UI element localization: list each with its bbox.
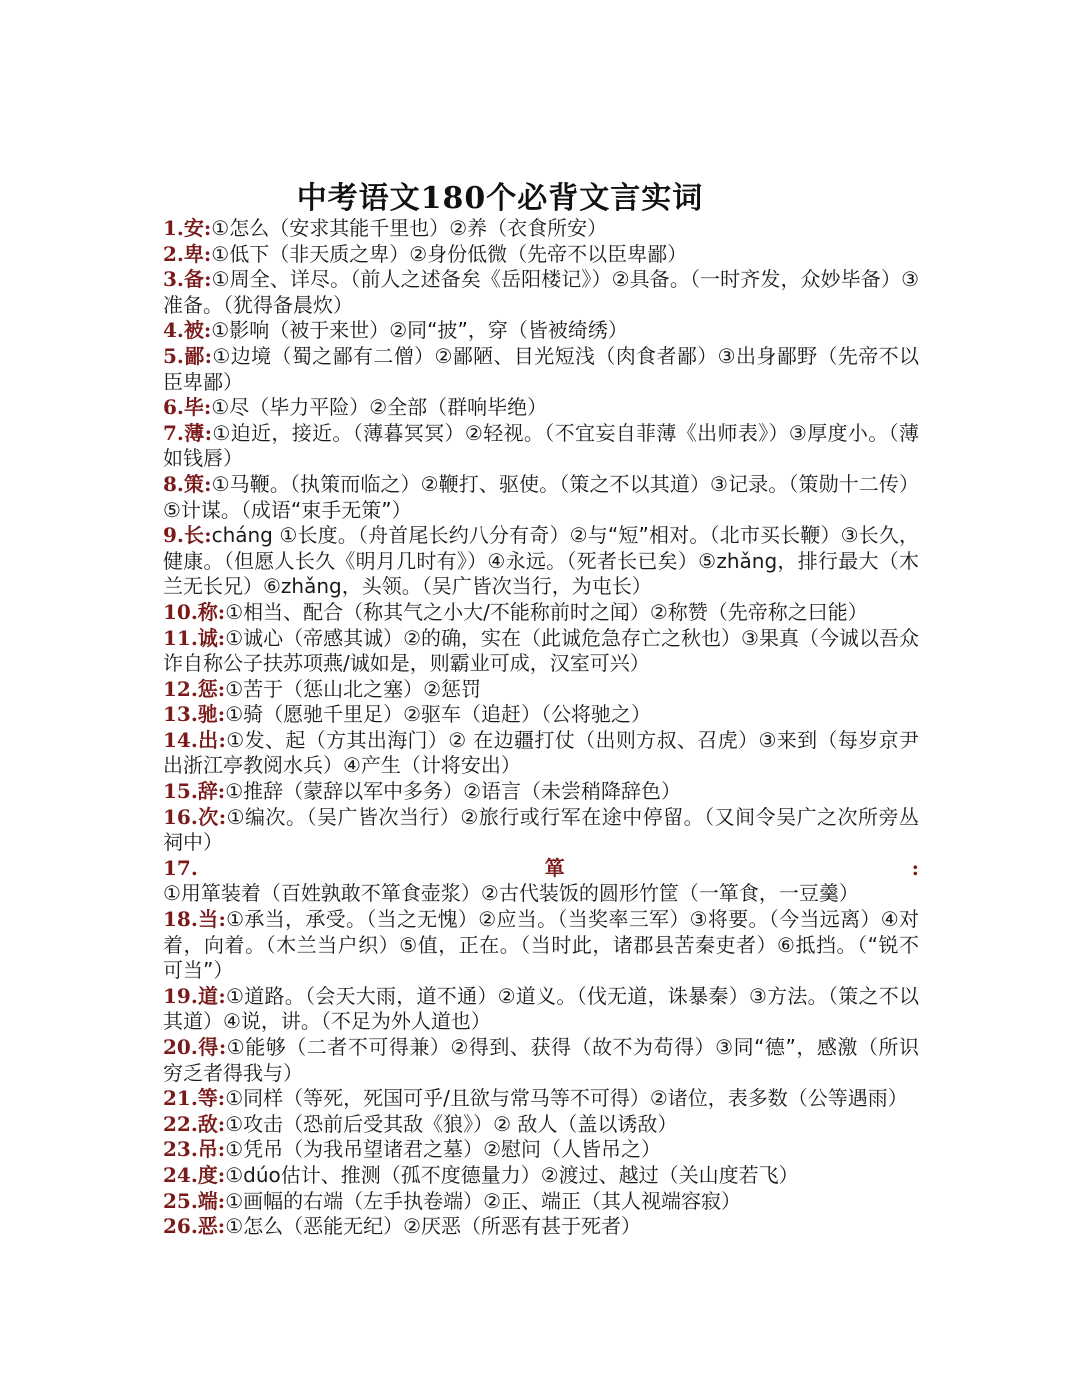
- list-item: [163, 267, 919, 318]
- entry-definition: ①能够（二者不可得兼）②得到、获得（故不为苟得）③同“德”，感激（所识穷乏者得我与）: [163, 1035, 919, 1085]
- list-item: [163, 344, 919, 395]
- entry-separator: :: [203, 318, 212, 343]
- entry-headword: 20.得: [163, 1035, 219, 1059]
- list-item: [163, 523, 919, 600]
- list-item: [163, 1035, 919, 1086]
- entry-separator: :: [218, 907, 226, 932]
- entry-separator: :: [217, 1137, 226, 1162]
- entry-definition: ①用箪装着（百姓孰敢不箪食壶浆）②古代装饭的圆形竹筐（一箪食，一豆羹）: [163, 881, 859, 906]
- entry-separator: :: [217, 1162, 226, 1187]
- entry-definition: ①dúo估计、推测（孤不度德量力）②渡过、越过（关山度若飞）: [225, 1162, 799, 1187]
- entry-headword: 12.惩: [163, 676, 218, 701]
- page-title: 中考语文180个必背文言实词: [296, 181, 704, 216]
- entry-definition: ①同样（等死，死国可乎/且欲与常马等不可得）②诸位，表多数（公等遇雨）: [225, 1086, 908, 1111]
- entry-headword: 2.卑: [163, 241, 204, 266]
- list-item: [163, 984, 919, 1035]
- entry-definition: ①画幅的右端（左手执卷端）②正、端正（其人视端容寂）: [225, 1188, 742, 1213]
- entry-definition: ①道路。（会天大雨，道不通）②道义。（伐无道，诛暴秦）③方法。（策之不以其道）④说，讲。（不足为外人道也）: [163, 983, 919, 1034]
- entry-headword: 13.驰: [163, 702, 218, 727]
- entry-definition: ①边境（蜀之鄙有二僧）②鄙陋、目光短浅（肉食者鄙）③出身鄙野（先帝不以臣卑鄙）: [163, 343, 919, 394]
- entry-definition: ①诚心（帝感其诚）②的确，实在（此诚危急存亡之秋也）③果真（今诚以吾众诈自称公子扶苏项燕/诚如是，则霸业可成，汉室可兴）: [163, 625, 919, 676]
- entry-headword: 19.道: [163, 983, 219, 1008]
- entry-headword: 9.长: [163, 523, 205, 548]
- entry-separator: :: [218, 727, 226, 752]
- entry-list: [163, 216, 919, 1240]
- entry-definition: ①编次。（吴广皆次当行）②旅行或行军在途中停留。（又间令吴广之次所旁丛祠中）: [163, 804, 919, 855]
- entry-headword: 8.策: [163, 471, 205, 496]
- entry-definition: ①影响（被于来世）②同“披”，穿（皆被绮绣）: [211, 318, 628, 343]
- entry-separator: :: [203, 395, 212, 420]
- entry-headword: 3.备: [163, 267, 205, 292]
- entry-definition: ①马鞭。（执策而临之）②鞭打、驱使。（策之不以其道）③记录。（策勋十二传）⑤计谋。（成语“束手无策”）: [163, 471, 919, 522]
- list-item: [163, 318, 919, 344]
- entry-headword: 7.薄: [163, 420, 205, 445]
- entry-headword: 15.辞: [163, 779, 218, 804]
- list-item: [163, 216, 919, 242]
- list-item: [163, 1137, 919, 1163]
- list-item: [163, 395, 919, 421]
- entry-headword: 11.诚: [163, 625, 218, 650]
- entry-definition: ①怎么（安求其能千里也）②养（衣食所安）: [211, 216, 608, 240]
- entry-separator: :: [203, 216, 212, 240]
- entry-headword: 18.当: [163, 907, 219, 932]
- entry-separator: :: [217, 599, 226, 624]
- entry-headword: 25.端: [163, 1188, 218, 1213]
- list-item: [163, 1189, 919, 1215]
- entry-separator: :: [204, 523, 212, 548]
- entry-definition: ①怎么（恶能无纪）②厌恶（所恶有甚于死者）: [225, 1214, 642, 1239]
- entry-headword: 1.安: [163, 216, 204, 240]
- entry-separator: :: [204, 267, 212, 292]
- entry-headword: 4.被: [163, 318, 204, 343]
- entry-separator: :: [217, 779, 226, 804]
- entry-headword: 23.吊: [163, 1137, 218, 1162]
- entry-definition: ①骑（愿驰千里足）②驱车（追赶）（公将驰之）: [225, 702, 652, 727]
- entry-definition: cháng ①长度。（舟首尾长约八分有奇）②与“短”相对。（北市买长鞭）③长久，健康。（但愿人长久《明月几时有》）④永远。（死者长已矣）⑤zhǎng，排行最大（木兰无长兄）⑥zhǎng，头领。（吴广皆次当行，为屯长）: [163, 523, 919, 599]
- list-item: [163, 677, 919, 703]
- entry-separator: :: [203, 241, 212, 266]
- entry-definition: ①发、起（方其出海门）② 在边疆打仗（出则方叔、召虎）③来到（每岁京尹出浙江亭教阅水兵）④产生（计将安出）: [163, 727, 920, 778]
- entry-headword: 24.度: [163, 1162, 218, 1187]
- list-item: [163, 472, 919, 523]
- entry-headword: 21.等: [163, 1086, 218, 1111]
- entry-separator: :: [218, 804, 227, 829]
- list-item: [163, 626, 919, 677]
- entry-definition: ①周全、详尽。（前人之述备矣《岳阳楼记》）②具备。（一时齐发，众妙毕备）③准备。（犹得备晨炊）: [163, 267, 919, 317]
- entry-separator: :: [204, 420, 212, 445]
- list-item: [163, 421, 919, 472]
- entry-definition: ①凭吊（为我吊望诸君之墓）②慰问（人皆吊之）: [225, 1137, 662, 1162]
- list-item: [163, 1086, 919, 1112]
- entry-separator: :: [218, 1035, 227, 1059]
- entry-headword: 14.出: [163, 727, 219, 752]
- list-item: [163, 242, 919, 268]
- entry-definition: ①尽（毕力平险）②全部（群响毕绝）: [211, 395, 548, 420]
- entry-headword: 26.恶: [163, 1214, 218, 1239]
- list-item: [163, 856, 919, 907]
- entry-separator: :: [911, 855, 919, 880]
- entry-separator: :: [217, 1214, 226, 1239]
- entry-headword: 6.毕: [163, 395, 204, 420]
- list-item: [163, 702, 919, 728]
- entry-separator: :: [204, 343, 213, 368]
- list-item: [163, 1112, 919, 1138]
- entry-headword: 22.敌: [163, 1111, 218, 1136]
- entry-separator: :: [217, 676, 226, 701]
- entry-definition: ①承当，承受。（当之无愧）②应当。（当奖率三军）③将要。（今当远离）④对着，向着。（木兰当户织）⑤值，正在。（当时此，诸郡县苦秦吏者）⑥抵挡。（“锐不可当”）: [163, 907, 920, 983]
- entry-separator: :: [217, 1111, 226, 1136]
- entry-separator: :: [217, 702, 226, 727]
- entry-definition: ①相当、配合（称其气之小大/不能称前时之闻）②称赞（先帝称之曰能）: [225, 599, 868, 624]
- list-item: [163, 728, 919, 779]
- list-item: [163, 1214, 919, 1240]
- entry-headword: 5.鄙: [163, 343, 205, 368]
- entry-headword: 16.次: [163, 804, 219, 829]
- entry-headword: 10.称: [163, 599, 218, 624]
- entry-definition: ①苦于（惩山北之塞）②惩罚: [225, 676, 482, 701]
- list-item: [163, 779, 919, 805]
- entry-headword: 17.箪: [163, 855, 912, 880]
- entry-separator: :: [204, 471, 212, 496]
- entry-definition: ①迫近，接近。（薄暮冥冥）②轻视。（不宜妄自菲薄《出师表》）③厚度小。（薄如钱唇）: [163, 420, 919, 471]
- list-item: [163, 907, 919, 984]
- entry-separator: :: [217, 1188, 226, 1213]
- entry-definition: ①攻击（恐前后受其敌《狼》）② 敌人（盖以诱敌）: [225, 1111, 678, 1136]
- entry-separator: :: [218, 983, 226, 1008]
- entry-definition: ①推辞（蒙辞以军中多务）②语言（未尝稍降辞色）: [225, 779, 682, 804]
- list-item: [163, 600, 919, 626]
- list-item: [163, 805, 919, 856]
- entry-separator: :: [217, 625, 226, 650]
- list-item: [163, 1163, 919, 1189]
- entry-definition: ①低下（非天质之卑）②身份低微（先帝不以臣卑鄙）: [211, 241, 688, 266]
- entry-separator: :: [217, 1086, 226, 1111]
